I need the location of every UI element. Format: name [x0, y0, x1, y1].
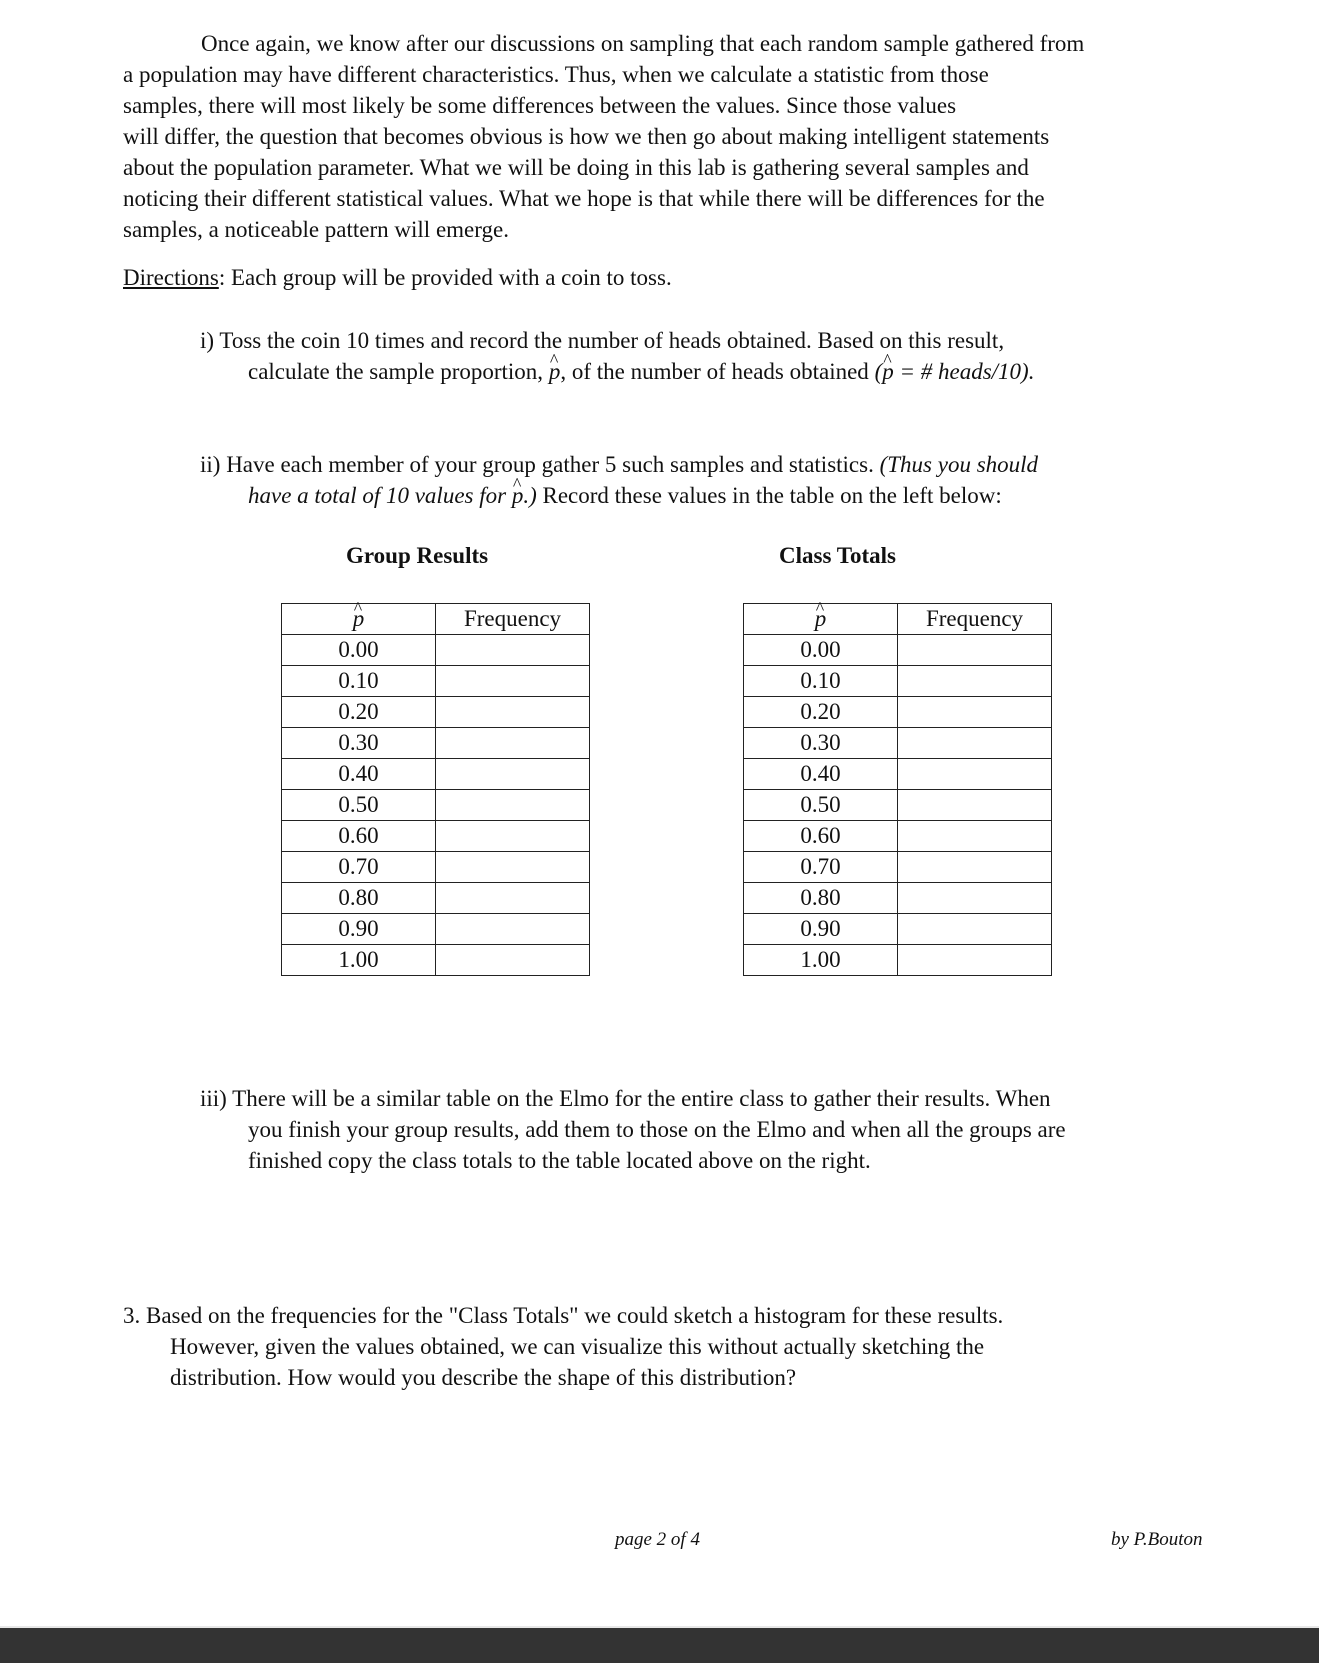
step-i [200, 325, 1200, 387]
p-hat-value: 0.10 [282, 666, 436, 697]
frequency-cell[interactable] [898, 945, 1052, 976]
table-row [744, 945, 1052, 976]
p-hat-value: 0.00 [744, 635, 898, 666]
p-hat-symbol: ^ p [882, 356, 894, 387]
step-i-line2 [200, 356, 1200, 387]
table-header-row [744, 604, 1052, 635]
q3-line: However, given the values obtained, we can visualize this without actually sketching the [170, 1334, 985, 1359]
header-frequency: Frequency [898, 604, 1052, 635]
group-results-title: Group Results [346, 543, 489, 568]
author: by P.Bouton [1111, 1529, 1203, 1550]
frequency-cell[interactable] [898, 728, 1052, 759]
frequency-cell[interactable] [898, 852, 1052, 883]
table-row [282, 635, 590, 666]
p-hat-value: 1.00 [282, 945, 436, 976]
p-hat-value: 0.40 [282, 759, 436, 790]
table-row [744, 759, 1052, 790]
directions-label: Directions [123, 265, 219, 290]
p-hat-value: 0.80 [282, 883, 436, 914]
text: .) [523, 483, 537, 508]
step-i-line1: i) Toss the coin 10 times and record the number of heads obtained. Based on this result, [200, 328, 1005, 353]
step-iii-line: iii) There will be a similar table on the Elmo for the entire class to gather their results. When [200, 1086, 1051, 1111]
text: Record these values in the table on the left below: [536, 483, 1002, 508]
viewer-bottom-bar [0, 1626, 1319, 1663]
text: , of the number of heads obtained [560, 359, 875, 384]
p-hat-value: 0.90 [282, 914, 436, 945]
p-hat-value: 0.10 [744, 666, 898, 697]
group-results-table [281, 603, 590, 976]
step-ii-line1 [200, 449, 1200, 480]
frequency-cell[interactable] [436, 790, 590, 821]
p-hat-value: 0.50 [282, 790, 436, 821]
class-totals-title: Class Totals [779, 543, 896, 568]
header-p-hat [282, 604, 436, 635]
frequency-cell[interactable] [898, 697, 1052, 728]
step-ii [200, 449, 1200, 511]
step-iii-line: finished copy the class totals to the table located above on the right. [248, 1148, 871, 1173]
step-ii-line2 [200, 480, 1200, 511]
table-row [282, 914, 590, 945]
frequency-cell[interactable] [898, 759, 1052, 790]
p-hat-symbol: ^ p [353, 604, 365, 634]
frequency-cell[interactable] [898, 883, 1052, 914]
frequency-cell[interactable] [436, 914, 590, 945]
table-row [282, 883, 590, 914]
p-hat-value: 0.30 [744, 728, 898, 759]
p-hat-symbol: ^ p [512, 480, 524, 511]
text: calculate the sample proportion, [248, 359, 549, 384]
class-totals-table [743, 603, 1052, 976]
table-row [744, 914, 1052, 945]
directions [123, 262, 672, 293]
text: have a total of 10 values for [248, 483, 512, 508]
table-row [744, 852, 1052, 883]
p-hat-value: 0.80 [744, 883, 898, 914]
header-p-hat [744, 604, 898, 635]
p-hat-symbol: ^ p [549, 356, 561, 387]
table-row [744, 697, 1052, 728]
intro-line: a population may have different characteristics. Thus, when we calculate a statistic from those [123, 62, 989, 87]
frequency-cell[interactable] [898, 666, 1052, 697]
p-hat-value: 0.70 [744, 852, 898, 883]
p-hat-value: 0.60 [744, 821, 898, 852]
step-iii [200, 1083, 1200, 1176]
table-row [282, 666, 590, 697]
table-row [282, 697, 590, 728]
p-hat-value: 0.60 [282, 821, 436, 852]
frequency-cell[interactable] [436, 728, 590, 759]
p-hat-value: 0.00 [282, 635, 436, 666]
text: (Thus you should [879, 452, 1039, 477]
frequency-cell[interactable] [436, 666, 590, 697]
frequency-cell[interactable] [436, 945, 590, 976]
question-3 [123, 1300, 1223, 1393]
frequency-cell[interactable] [898, 635, 1052, 666]
intro-line: samples, there will most likely be some differences between the values. Since those values [123, 93, 957, 118]
intro-line: noticing their different statistical values. What we hope is that while there will be differences for the [123, 186, 1045, 211]
table-row [744, 821, 1052, 852]
table-row [282, 728, 590, 759]
page-number: page 2 of 4 [615, 1529, 700, 1550]
directions-text: : Each group will be provided with a coin to toss. [218, 265, 672, 290]
table-row [744, 635, 1052, 666]
table-row [744, 728, 1052, 759]
p-hat-value: 0.90 [744, 914, 898, 945]
formula: ( [874, 359, 883, 384]
table-row [282, 821, 590, 852]
table-row [282, 852, 590, 883]
q3-line: 3. Based on the frequencies for the "Class Totals" we could sketch a histogram for these results. [123, 1303, 1004, 1328]
p-hat-value: 0.50 [744, 790, 898, 821]
text: ii) Have each member of your group gather 5 such samples and statistics. [200, 452, 880, 477]
frequency-cell[interactable] [898, 914, 1052, 945]
p-hat-value: 1.00 [744, 945, 898, 976]
frequency-cell[interactable] [436, 697, 590, 728]
intro-line: will differ, the question that becomes obvious is how we then go about making intelligent statements [123, 124, 1050, 149]
p-hat-value: 0.70 [282, 852, 436, 883]
frequency-cell[interactable] [436, 852, 590, 883]
p-hat-symbol: ^ p [815, 604, 827, 634]
frequency-cell[interactable] [898, 821, 1052, 852]
table-row [744, 666, 1052, 697]
p-hat-value: 0.20 [282, 697, 436, 728]
table-row [282, 759, 590, 790]
table-row [282, 790, 590, 821]
table-row [744, 790, 1052, 821]
intro-line: Once again, we know after our discussions on sampling that each random sample gathered from [201, 31, 1085, 56]
frequency-cell[interactable] [436, 759, 590, 790]
table-row [282, 945, 590, 976]
table-header-row [282, 604, 590, 635]
intro-line: about the population parameter. What we will be doing in this lab is gathering several samples and [123, 155, 1029, 180]
frequency-cell[interactable] [898, 790, 1052, 821]
p-hat-value: 0.40 [744, 759, 898, 790]
step-iii-line: you finish your group results, add them to those on the Elmo and when all the groups are [248, 1117, 1066, 1142]
formula: = # heads/10). [893, 359, 1035, 384]
p-hat-value: 0.20 [744, 697, 898, 728]
frequency-cell[interactable] [436, 883, 590, 914]
intro-line: samples, a noticeable pattern will emerge. [123, 217, 509, 242]
intro-paragraph [123, 28, 1213, 245]
p-hat-value: 0.30 [282, 728, 436, 759]
table-row [744, 883, 1052, 914]
q3-line: distribution. How would you describe the shape of this distribution? [170, 1365, 797, 1390]
frequency-cell[interactable] [436, 821, 590, 852]
header-frequency: Frequency [436, 604, 590, 635]
frequency-cell[interactable] [436, 635, 590, 666]
